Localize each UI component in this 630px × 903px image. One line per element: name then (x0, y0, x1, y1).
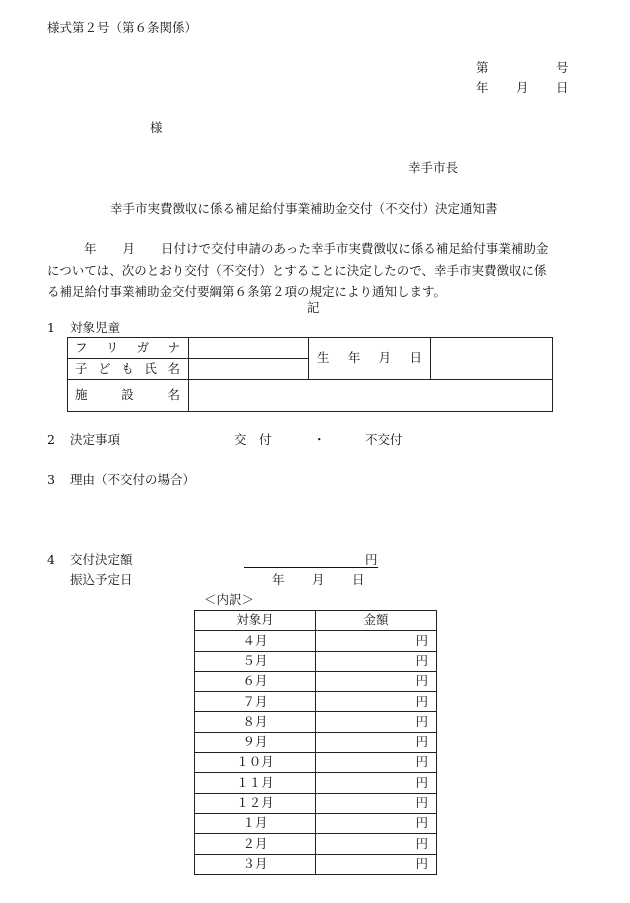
amount-cell[interactable]: 円 (316, 813, 437, 833)
facility-label-cell (68, 380, 189, 412)
month-cell: １１月 (195, 773, 316, 793)
table-row (195, 732, 437, 752)
month-cell: １０月 (195, 753, 316, 773)
table-row (195, 651, 437, 671)
furigana-label-cell (68, 338, 189, 359)
section3-label: 理由（不交付の場合） (70, 472, 196, 487)
table-row (195, 631, 437, 651)
section1-number: 1 (47, 320, 55, 335)
table-row (195, 773, 437, 793)
amount-cell[interactable]: 円 (316, 712, 437, 732)
month-cell: ８月 (195, 712, 316, 732)
ki-mark: 記 (307, 300, 320, 315)
furigana-input[interactable] (189, 338, 309, 359)
month-cell: １２月 (195, 793, 316, 813)
month-cell: １月 (195, 813, 316, 833)
birthdate-label: 生 年 月 日 (317, 350, 422, 366)
body-line-1-rest: 日付けで交付申請のあった幸手市実費徴収に係る補足給付事業補助金 (161, 241, 549, 256)
birthdate-input[interactable] (431, 338, 553, 380)
month-cell: ５月 (195, 651, 316, 671)
option-no-grant[interactable]: 不交付 (365, 432, 403, 447)
section4-label: 交付決定額 (70, 552, 133, 567)
amount-cell[interactable]: 円 (316, 793, 437, 813)
header-amount: 金額 (316, 611, 437, 631)
header-month: 対象月 (195, 611, 316, 631)
amount-cell[interactable]: 円 (316, 671, 437, 691)
body-line-1 (47, 238, 587, 260)
section1-label: 対象児童 (70, 320, 121, 335)
table-row (195, 793, 437, 813)
transfer-day: 日 (352, 572, 365, 587)
document-title: 幸手市実費徴収に係る補足給付事業補助金交付（不交付）決定通知書 (110, 201, 498, 216)
amount-cell[interactable]: 円 (316, 753, 437, 773)
issuer: 幸手市長 (408, 160, 459, 175)
body-month: 月 (122, 241, 136, 256)
date-month: 月 (516, 80, 529, 95)
body-year: 年 (84, 241, 97, 256)
breakdown-table (194, 610, 437, 875)
doc-number-prefix: 第 (476, 60, 489, 75)
table-row (195, 671, 437, 691)
amount-cell[interactable]: 円 (316, 834, 437, 854)
month-cell: ２月 (195, 834, 316, 854)
child-name-label-cell (68, 359, 189, 380)
amount-cell[interactable]: 円 (316, 854, 437, 874)
table-row (195, 753, 437, 773)
breakdown-label: ＜内訳＞ (204, 592, 255, 607)
transfer-month: 月 (312, 572, 325, 587)
amount-cell[interactable]: 円 (316, 773, 437, 793)
amount-cell[interactable]: 円 (316, 651, 437, 671)
amount-cell[interactable]: 円 (316, 692, 437, 712)
child-info-table (67, 337, 553, 412)
table-row (195, 854, 437, 874)
month-cell: ４月 (195, 631, 316, 651)
facility-input[interactable] (189, 380, 553, 412)
facility-label: 施 設 名 (75, 387, 180, 403)
addressee-suffix: 様 (150, 120, 163, 135)
date-year: 年 (476, 80, 489, 95)
furigana-label: フ リ ガ ナ (75, 339, 180, 355)
option-grant[interactable]: 交 付 (234, 432, 272, 447)
section3-number: 3 (47, 472, 55, 487)
amount-yen: 円 (365, 552, 378, 567)
month-cell: ６月 (195, 671, 316, 691)
body-line-2: については、次のとおり交付（不交付）とすることに決定したので、幸手市実費徴収に係 (47, 262, 547, 278)
transfer-year: 年 (272, 572, 285, 587)
month-cell: ９月 (195, 732, 316, 752)
table-row (195, 813, 437, 833)
table-row (195, 692, 437, 712)
section4-number: 4 (47, 552, 55, 567)
body-paragraph (47, 238, 587, 303)
section2-label: 決定事項 (70, 432, 121, 447)
doc-number-suffix: 号 (556, 60, 569, 75)
birthdate-label-cell (309, 338, 431, 380)
option-separator: ・ (313, 432, 326, 447)
amount-underline[interactable] (244, 567, 378, 568)
date-day: 日 (556, 80, 569, 95)
section2-number: 2 (47, 432, 55, 447)
month-cell: ３月 (195, 854, 316, 874)
transfer-label: 振込予定日 (70, 572, 133, 587)
body-line-3: る補足給付事業補助金交付要綱第６条第２項の規定により通知します。 (47, 284, 447, 299)
form-number: 様式第２号（第６条関係） (47, 20, 198, 35)
table-row (195, 834, 437, 854)
child-name-input[interactable] (189, 359, 309, 380)
month-cell: ７月 (195, 692, 316, 712)
table-row (195, 712, 437, 732)
child-name-label: 子 ど も 氏 名 (75, 360, 180, 376)
amount-cell[interactable]: 円 (316, 631, 437, 651)
amount-cell[interactable]: 円 (316, 732, 437, 752)
